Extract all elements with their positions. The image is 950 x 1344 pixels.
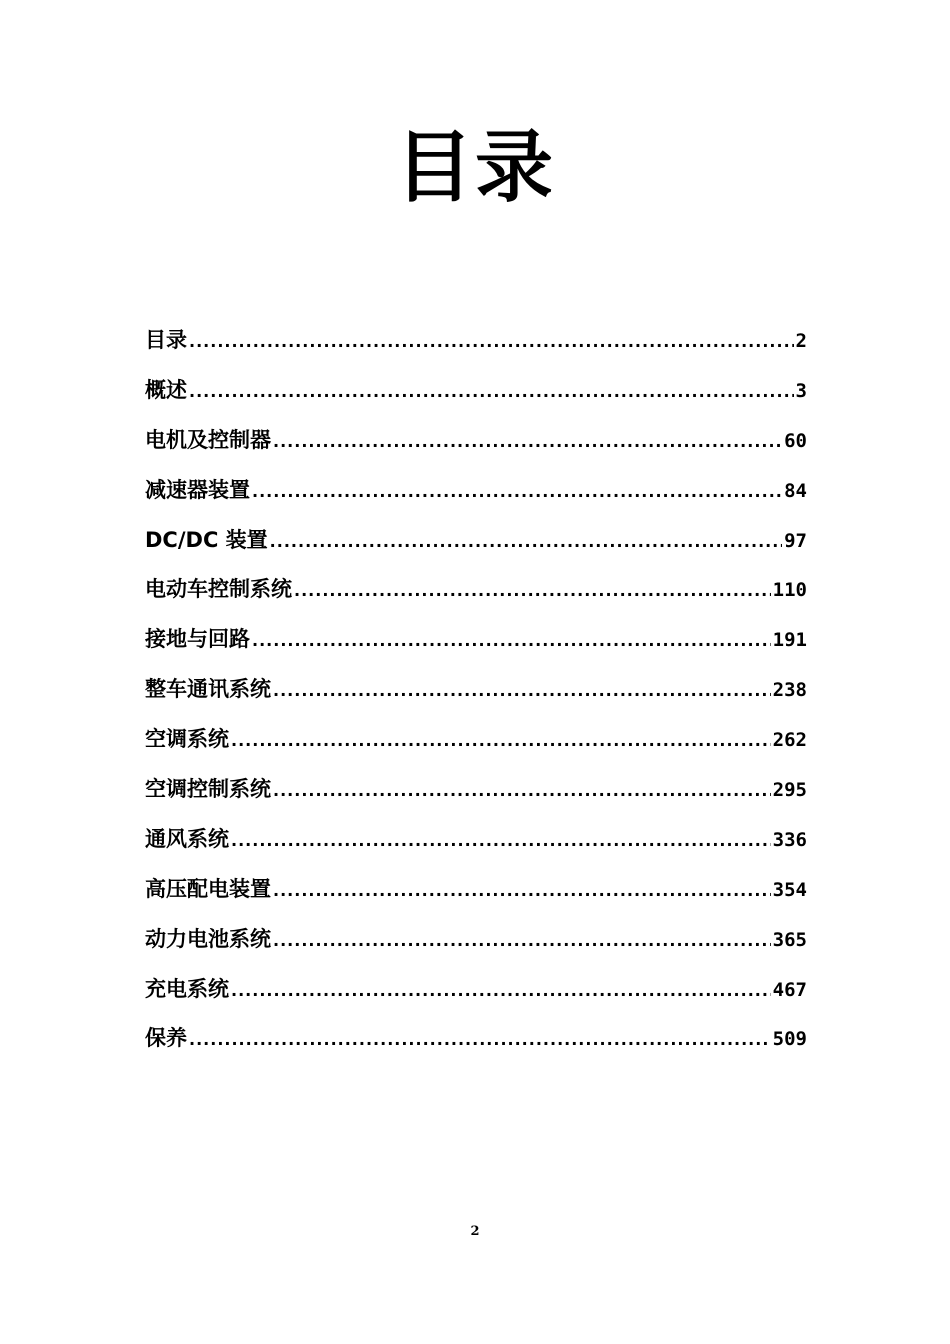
toc-dot-leader: [273, 771, 771, 811]
toc-entry-page: 354: [772, 878, 807, 901]
toc-entry-label: 电动车控制系统: [145, 577, 292, 602]
toc-entry-ac-control[interactable]: [145, 769, 807, 819]
toc-entry-label: 保养: [145, 1026, 187, 1051]
toc-entry-page: 509: [772, 1028, 807, 1051]
toc-entry-label: 空调控制系统: [145, 777, 271, 802]
toc-entry-mulu[interactable]: [145, 320, 807, 370]
toc-entry-label: 通风系统: [145, 826, 229, 851]
toc-entry-page: 467: [772, 978, 807, 1001]
toc-entry-label: 目录: [145, 328, 187, 352]
toc-entry-label: 接地与回路: [145, 627, 250, 652]
toc-entry-label: 概述: [145, 377, 187, 402]
toc-dot-leader: [273, 921, 771, 961]
toc-entry-maintenance[interactable]: [145, 1018, 807, 1068]
toc-dot-leader: [273, 871, 771, 911]
toc-dot-leader: [231, 971, 771, 1011]
toc-entry-label: 电机及控制器: [145, 427, 271, 452]
toc-entry-label: 空调系统: [145, 727, 229, 752]
toc-entry-battery[interactable]: [145, 919, 807, 969]
toc-dot-leader: [270, 522, 782, 562]
toc-dot-leader: [231, 821, 771, 861]
toc-dot-leader: [189, 322, 794, 362]
page-title: 目录: [394, 123, 555, 213]
toc-entry-grounding[interactable]: [145, 619, 807, 669]
toc-dot-leader: [231, 721, 771, 761]
toc-entry-hv-distribution[interactable]: [145, 869, 807, 919]
toc-entry-label: 减速器装置: [145, 477, 250, 502]
footer-page-number: 2: [470, 1224, 480, 1239]
toc-entry-label: 整车通讯系统: [145, 677, 271, 702]
toc-entry-gaishu[interactable]: [145, 370, 807, 420]
toc-entry-page: 3: [795, 379, 807, 402]
toc-dot-leader: [294, 571, 771, 611]
toc-dot-leader: [273, 422, 782, 462]
toc-dot-leader: [252, 621, 771, 661]
toc-entry-page: 97: [784, 529, 807, 552]
toc-entry-ventilation[interactable]: [145, 819, 807, 869]
toc-entry-charging[interactable]: [145, 969, 807, 1019]
toc-entry-motor-controller[interactable]: [145, 420, 807, 470]
toc-dot-leader: [189, 372, 794, 412]
toc-entry-page: 262: [772, 729, 807, 752]
toc-entry-dcdc[interactable]: [145, 520, 807, 570]
toc-entry-page: 2: [795, 330, 807, 352]
toc-entry-page: 191: [772, 629, 807, 652]
table-of-contents: [145, 320, 807, 1068]
toc-entry-page: 60: [784, 429, 807, 452]
toc-entry-page: 84: [784, 479, 807, 502]
toc-entry-label: 充电系统: [145, 976, 229, 1001]
toc-entry-page: 110: [772, 579, 807, 602]
toc-entry-page: 295: [772, 779, 807, 802]
toc-entry-vehicle-comm[interactable]: [145, 669, 807, 719]
toc-entry-label: DC/DC 装置: [145, 527, 268, 552]
toc-entry-ac[interactable]: [145, 719, 807, 769]
toc-entry-page: 365: [772, 928, 807, 951]
toc-entry-ev-control[interactable]: [145, 569, 807, 619]
toc-dot-leader: [273, 671, 771, 711]
toc-dot-leader: [252, 472, 782, 512]
toc-entry-page: 238: [772, 679, 807, 702]
toc-dot-leader: [189, 1020, 771, 1060]
toc-entry-label: 动力电池系统: [145, 926, 271, 951]
toc-entry-label: 高压配电装置: [145, 876, 271, 901]
toc-entry-reducer[interactable]: [145, 470, 807, 520]
toc-entry-page: 336: [772, 828, 807, 851]
